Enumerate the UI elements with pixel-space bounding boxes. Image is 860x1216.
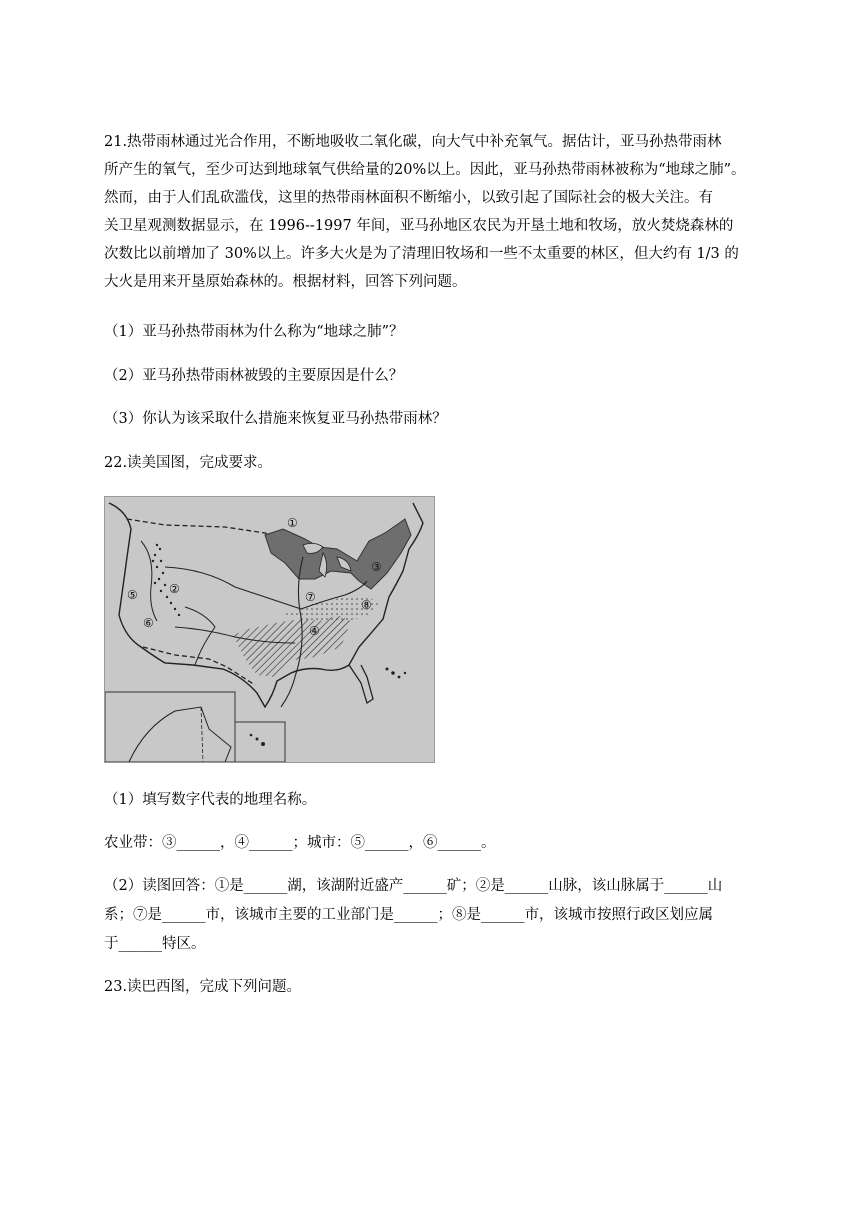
q22-subquestion-2-line-3: 于______特区。: [104, 936, 206, 952]
marker-6: ⑥: [143, 616, 154, 630]
marker-2: ②: [169, 582, 180, 596]
marker-7: ⑦: [305, 590, 316, 604]
q21-text-line-6: 大火是用来开垦原始森林的。根据材料，回答下列问题。: [104, 274, 467, 290]
cotton-belt-region: [233, 615, 351, 677]
alaska-inset: [105, 692, 235, 762]
island-dots: [386, 668, 407, 679]
usa-map: [104, 496, 435, 763]
q22-subquestion-2-line-1: （2）读图回答：①是______湖，该湖附近盛产______矿；②是______山脉，该山脉属于______山: [104, 878, 723, 894]
marker-8: ⑧: [361, 598, 372, 612]
marker-4: ④: [309, 624, 320, 638]
q21-subquestion-3: （3）你认为该采取什么措施来恢复亚马孙热带雨林？: [104, 411, 447, 427]
marker-5: ⑤: [127, 588, 138, 602]
q22-fill-blanks-1: 农业带：③______，④______；城市：⑤______，⑥______。: [104, 835, 496, 851]
colorado-river: [185, 607, 215, 665]
q21-subquestion-1: （1）亚马孙热带雨林为什么称为“地球之肺”？: [104, 324, 404, 340]
q21-text-line-5: 次数比以前增加了 30%以上。许多大火是为了清理旧牧场和一些不太重要的林区，但大约有 1/3 的: [104, 246, 739, 262]
usa-map-svg: [105, 497, 434, 762]
columbia-river: [141, 541, 157, 621]
mountain-dots: [152, 544, 180, 616]
q22-subquestion-1: （1）填写数字代表的地理名称。: [104, 792, 317, 808]
florida-coast: [349, 665, 373, 703]
q21-text-line-2: 所产生的氧气，至少可达到地球氧气供给量的20%以上。因此，亚马孙热带雨林被称为“地球之肺”。: [104, 162, 746, 178]
marker-3: ③: [371, 560, 382, 574]
hawaii-inset: [235, 722, 285, 762]
q21-text-line-1: 21.热带雨林通过光合作用，不断地吸收二氧化碳，向大气中补充氧气。据估计，亚马孙热带雨林: [104, 134, 722, 150]
q21-text-line-4: 关卫星观测数据显示，在 1996--1997 年间，亚马孙地区农民为开垦土地和牧场，放火焚烧森林的: [104, 218, 734, 234]
q21-text-line-3: 然而，由于人们乱砍滥伐，这里的热带雨林面积不断缩小，以致引起了国际社会的极大关注。有: [104, 190, 713, 206]
q22-title: 22.读美国图，完成要求。: [104, 455, 273, 471]
q21-subquestion-2: （2）亚马孙热带雨林被毁的主要原因是什么？: [104, 368, 404, 384]
q23-title: 23.读巴西图，完成下列问题。: [104, 979, 302, 995]
marker-1: ①: [287, 516, 298, 530]
missouri-river: [165, 567, 301, 609]
q22-subquestion-2-line-2: 系；⑦是______市，该城市主要的工业部门是______；⑧是______市，该城市按照行政区划应属: [104, 907, 713, 923]
canada-border: [127, 519, 277, 537]
